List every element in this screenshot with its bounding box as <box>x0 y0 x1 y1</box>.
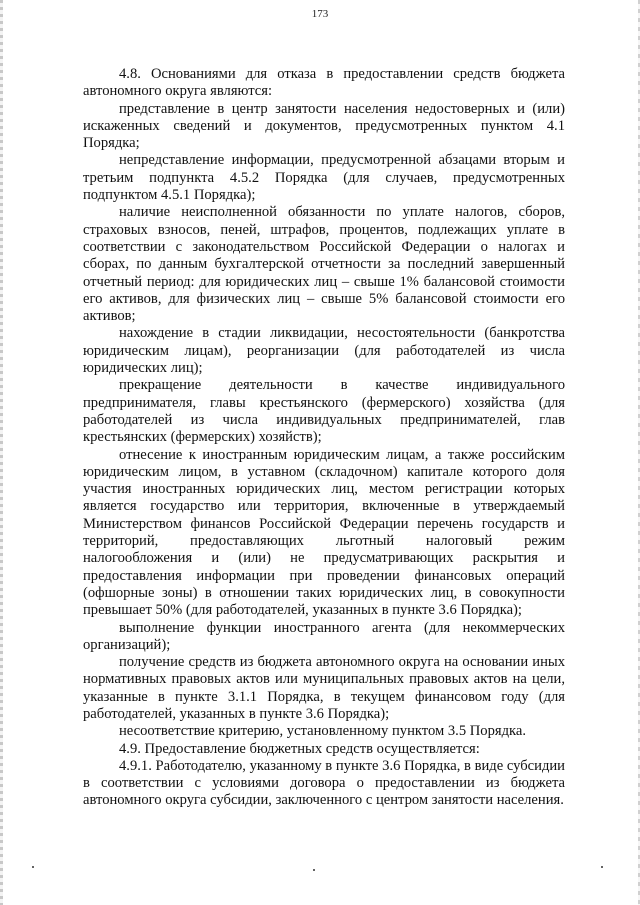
paragraph-criterion: несоответствие критерию, установленному пунктом 3.5 Порядка. <box>119 723 527 740</box>
paragraph-4-9-1: 4.9.1. Работодателю, указанному в пункте 3.6 Порядка, в виде субсидии в соответствии с условиями договора о предоставлении из бюджета автономного округа субсидии, заключенного с центром занятости населения. <box>83 757 565 809</box>
scan-speck <box>313 869 315 871</box>
scan-left-edge <box>0 0 3 905</box>
page-number: 173 <box>311 8 329 20</box>
scan-speck <box>601 866 603 868</box>
paragraph-no-info: непредставление информации, предусмотренной абзацами вторым и третьим подпункта 4.5.2 Порядка (для случаев, предусмотренных подпунктом 4.5.1 Порядка); <box>83 152 565 204</box>
paragraph-termination: прекращение деятельности в качестве индивидуального предпринимателя, главы крестьянского (фермерского) хозяйства (для работодателей из числа индивидуальных предпринимателей, глав крестьянских (фермерских) хозяйств); <box>83 377 565 446</box>
paragraph-offshore: отнесение к иностранным юридическим лицам, а также российским юридическим лицом, в уставном (складочном) капитале которого доля участия иностранных юридических лиц, местом регистрации которых является государство или территория, включенные в утверждаемый Министерством финансов Российской Федерации перечень государств и территорий, предоставляющих льготный налоговый режим налогообложения и (или) не предусматривающих раскрытия и предоставления информации при проведении финансовых операций (офшорные зоны) в отношении таких юридических лиц, в совокупности превышает 50% (для работодателей, указанных в пункте 3.6 Порядка); <box>83 446 565 619</box>
paragraph-4-8: 4.8. Основаниями для отказа в предоставлении средств бюджета автономного округа являются: <box>83 66 565 100</box>
document-body <box>83 66 565 810</box>
paragraph-false-info: представление в центр занятости населения недостоверных и (или) искаженных сведений и документов, предусмотренных пунктом 4.1 Порядка; <box>83 100 565 152</box>
paragraph-foreign-agent: выполнение функции иностранного агента (для некоммерческих организаций); <box>83 619 565 653</box>
scan-speck <box>32 866 34 868</box>
paragraph-liquidation: нахождение в стадии ликвидации, несостоятельности (банкротства юридическим лицам), реорганизации (для работодателей из числа юридических лиц); <box>83 325 565 377</box>
paragraph-other-funds: получение средств из бюджета автономного округа на основании иных нормативных правовых актов или муниципальных правовых актов на цели, указанные в пункте 3.1.1 Порядка, в текущем финансовом году (для работодателей, указанных в пункте 3.6 Порядка); <box>83 654 565 722</box>
paragraph-4-9: 4.9. Предоставление бюджетных средств осуществляется: <box>119 740 480 757</box>
paragraph-tax-debt: наличие неисполненной обязанности по уплате налогов, сборов, страховых взносов, пеней, штрафов, процентов, подлежащих уплате в соответствии с законодательством Российской Федерации о налогах и сборах, по данным бухгалтерской отчетности за последний завершенный отчетный период: для юридических лиц – свыше 1% балансовой стоимости его активов, для физических лиц – свыше 5% балансовой стоимости его активов; <box>83 204 565 325</box>
